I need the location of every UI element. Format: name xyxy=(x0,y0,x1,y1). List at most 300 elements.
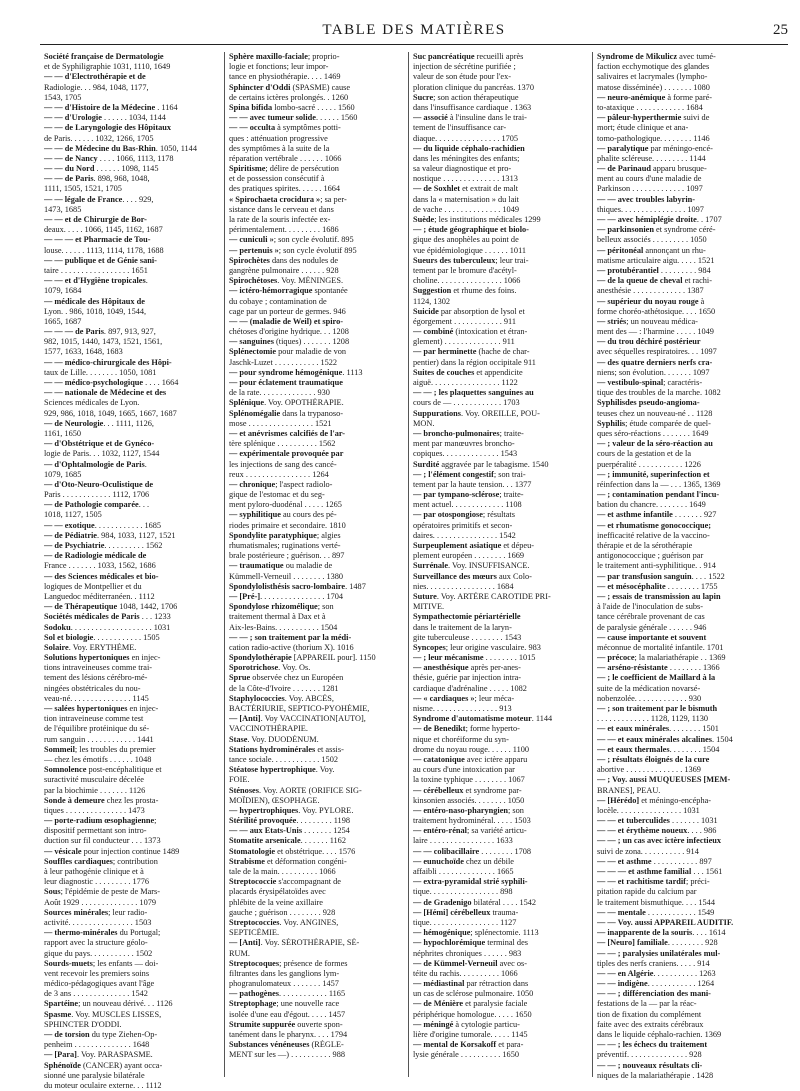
index-entry xyxy=(44,286,220,296)
entry-heading: Stomatologie xyxy=(229,846,276,856)
entry-heading: — — Voy. aussi APPAREIL AUDITIF. xyxy=(597,917,734,927)
entry-text: . . . . 1066, 1113, 1178 xyxy=(97,153,174,163)
index-entry xyxy=(413,449,589,459)
entry-text: inefficacité relative de la vaccino- xyxy=(597,530,710,540)
index-entry xyxy=(229,898,405,908)
entry-text: ; l'aspect radiolo- xyxy=(275,479,333,489)
entry-heading: Suggestion xyxy=(413,286,452,296)
entry-text: Jaschk-Luzet . . . . . . . . . . . 1522 xyxy=(229,357,338,367)
entry-text: lysie générale . . . . . . . . . . 1650 xyxy=(413,1050,519,1060)
index-entry xyxy=(44,826,220,836)
index-entry xyxy=(413,154,589,164)
index-entry xyxy=(44,735,220,745)
index-entry xyxy=(44,1050,220,1060)
entry-text: . . . . . . . . . . . . . . . . . . . . 1031 xyxy=(70,622,171,632)
index-entry xyxy=(597,174,773,184)
index-entry xyxy=(44,215,220,225)
index-entry xyxy=(44,979,220,989)
entry-heading: Strabisme xyxy=(229,856,265,866)
entry-text: locèle. . . . . . . . . . . . . . . . 1031 xyxy=(597,805,700,815)
entry-text: gique de l'estomac et du seg- xyxy=(229,490,325,500)
index-entry xyxy=(229,989,405,999)
entry-heading: — — ; nouveaux résultats cli- xyxy=(597,1060,703,1070)
index-entry xyxy=(597,246,773,256)
entry-heading: Stéatose hypertrophique xyxy=(229,765,316,775)
index-entry xyxy=(44,154,220,164)
index-entry xyxy=(413,419,589,429)
index-entry xyxy=(44,419,220,429)
index-entry xyxy=(229,449,405,459)
entry-text: des symptômes à la suite de la xyxy=(229,143,330,153)
entry-text: dans l'insuffisance cardiaque . 1363 xyxy=(413,102,532,112)
entry-text: ; étude comparée de quel- xyxy=(625,418,711,428)
index-entry xyxy=(413,500,589,510)
entry-text: de la rate. . . . . . . . . . . . . . 930 xyxy=(229,388,330,398)
entry-text: Kümmell-Verneuil . . . . . . . . 1380 xyxy=(229,571,344,581)
index-entry xyxy=(597,786,773,796)
entry-text: 1543, 1705 xyxy=(44,92,82,102)
entry-heading: — thermo-minérales xyxy=(44,928,118,938)
entry-heading: Syncopes xyxy=(413,642,446,652)
entry-text: sionné une paralysie bilatérale xyxy=(44,1070,145,1080)
entry-heading: — ; l'élément congestif xyxy=(413,469,494,479)
entry-text: suivi de xyxy=(681,113,710,123)
entry-text: à l'aide de l'inoculation de subs- xyxy=(597,602,703,612)
entry-text: . . . 1233 xyxy=(139,612,171,622)
entry-text: du Portugal; xyxy=(117,928,161,938)
entry-text: . Voy. OREILLE, POU- xyxy=(460,408,540,418)
index-entry xyxy=(44,398,220,408)
index-entry xyxy=(413,388,589,398)
index-entry xyxy=(229,1050,405,1060)
entry-heading: Substances vénéneuses xyxy=(229,1040,310,1050)
entry-heading: Sphénoïde xyxy=(44,1060,81,1070)
entry-heading: — — d'Electrothérapie et de xyxy=(44,72,146,82)
entry-text: ; un nouveau dérivé. . . 1126 xyxy=(78,999,173,1009)
entry-heading: — parkinsonien xyxy=(597,225,654,235)
entry-text: au cours des pé- xyxy=(280,510,337,520)
entry-heading: Spondylothérapie xyxy=(229,653,292,663)
entry-heading: — de Benedikt xyxy=(413,724,466,734)
index-entry xyxy=(44,134,220,144)
entry-text: . Voy. ABCÈS, xyxy=(284,693,334,703)
index-entry xyxy=(597,1030,773,1040)
index-entry xyxy=(413,541,589,551)
index-entry xyxy=(597,561,773,571)
entry-text: niques de la malariathérapie . 1428 xyxy=(597,1070,714,1080)
index-entry xyxy=(44,378,220,388)
entry-heading: Sténoses xyxy=(229,785,259,795)
index-entry xyxy=(44,52,220,62)
index-entry xyxy=(229,887,405,897)
entry-heading: — — et érythème noueux xyxy=(597,826,688,836)
index-entry xyxy=(229,470,405,480)
index-entry xyxy=(597,765,773,775)
entry-heading: — — avec troubles labyrin- xyxy=(597,194,696,204)
index-entry xyxy=(229,724,405,734)
index-entry xyxy=(597,327,773,337)
index-entry xyxy=(44,337,220,347)
index-entry xyxy=(413,847,589,857)
entry-heading: Solaire xyxy=(44,642,69,652)
entry-text: belleux associés . . . . . . . . . 1050 xyxy=(597,235,707,245)
index-entry xyxy=(413,898,589,908)
index-entry xyxy=(413,592,589,602)
index-entry xyxy=(229,847,405,857)
index-entry xyxy=(597,959,773,969)
entry-text: louse. . . . . . 1113, 1114, 1178, 1688 xyxy=(44,245,164,255)
entry-text: . . . 1111, 1126, xyxy=(103,418,154,428)
entry-heading: Sodoku xyxy=(44,622,71,632)
entry-text: à xyxy=(698,296,705,306)
entry-heading: Stérilité provoquée xyxy=(229,816,297,826)
index-entry xyxy=(44,765,220,775)
page-header xyxy=(40,22,788,46)
index-entry xyxy=(413,123,589,133)
entry-text: médico-pédagogiques avant l'âge xyxy=(44,979,155,989)
index-entry xyxy=(44,541,220,551)
entry-text: post-encéphalitique et xyxy=(86,765,162,775)
entry-text: pentier) dans la région occipitale 911 xyxy=(413,357,536,367)
entry-text: . . . . 1614 xyxy=(692,928,726,938)
entry-text: — chez les émotifs . . . . . . 1048 xyxy=(44,754,152,764)
index-entry xyxy=(413,276,589,286)
entry-heading: — — avec tumeur solide xyxy=(229,113,316,123)
index-entry xyxy=(413,307,589,317)
index-entry xyxy=(44,307,220,317)
entry-heading: Sprue xyxy=(229,673,251,683)
index-entry xyxy=(44,347,220,357)
entry-heading: — catatonique xyxy=(413,754,465,764)
index-entry xyxy=(597,52,773,62)
entry-text: lombo-sacré . . . . . 1560 xyxy=(272,102,355,112)
entry-heading: — — — et Pharmacie de Tou- xyxy=(44,235,151,245)
index-entry xyxy=(44,816,220,826)
index-entry xyxy=(597,388,773,398)
entry-heading: — ; contamination pendant l'incu- xyxy=(597,490,720,500)
entry-heading: Spiritisme xyxy=(229,164,266,174)
index-entry xyxy=(597,460,773,470)
entry-text: ; caractéris- xyxy=(663,378,703,387)
entry-text: et de possession consécutif à xyxy=(229,174,325,184)
index-entry xyxy=(413,816,589,826)
entry-heading: — par tympano-sclérose xyxy=(413,490,500,500)
entry-text: de 3 ans . . . . . . . . . . . . . . 1542 xyxy=(44,989,148,999)
entry-text: ; les institutions médicales 1299 xyxy=(434,215,541,224)
entry-text: ; son trai- xyxy=(493,469,526,479)
entry-text: tale de la main. . . . . . . . . . 1066 xyxy=(229,867,336,876)
entry-heading: — de la queue de cheval xyxy=(597,276,683,286)
entry-text: ; les enfants — doi- xyxy=(92,958,159,968)
entry-text: . Voy. Os. xyxy=(278,663,311,673)
index-entry xyxy=(229,1020,405,1030)
index-entry xyxy=(413,724,589,734)
index-entry xyxy=(44,684,220,694)
index-entry xyxy=(44,572,220,582)
entry-text: et méningo-encépha- xyxy=(639,795,712,805)
index-entry xyxy=(229,123,405,133)
index-entry xyxy=(44,1010,220,1020)
index-entry xyxy=(44,449,220,459)
entry-heading: Surpeuplement asiatique xyxy=(413,541,502,550)
index-entry xyxy=(44,989,220,999)
entry-text: . . . 1561 xyxy=(691,867,723,876)
index-entry xyxy=(413,1010,589,1020)
index-entry xyxy=(597,949,773,959)
entry-text: tement de l'insuffisance car- xyxy=(413,123,507,133)
index-entry xyxy=(597,877,773,887)
entry-text: faite avec des extraits cérébraux xyxy=(597,1019,704,1029)
index-entry xyxy=(229,765,405,775)
entry-text: apparu brusque- xyxy=(650,164,707,174)
index-entry xyxy=(229,877,405,887)
index-entry xyxy=(413,969,589,979)
index-entry xyxy=(229,317,405,327)
entry-text: France . . . . . . . 1033, 1562, 1686 xyxy=(44,561,156,571)
index-entry xyxy=(597,134,773,144)
entry-heading: — — aux Etats-Unis xyxy=(229,826,303,836)
index-entry xyxy=(597,847,773,857)
entry-text: pour injection continue 1489 xyxy=(81,846,180,856)
index-entry xyxy=(44,1040,220,1050)
index-entry xyxy=(597,409,773,419)
entry-text: ploration clinique du pancréas. 1370 xyxy=(413,82,534,92)
entry-heading: — — — et asthme familial xyxy=(597,867,692,876)
entry-text: en injec- xyxy=(129,653,161,663)
entry-text: ques séro-réactions . . . . . . . 1649 xyxy=(597,428,709,438)
index-entry xyxy=(597,83,773,93)
index-entry xyxy=(44,195,220,205)
index-entry xyxy=(413,602,589,612)
index-entry xyxy=(229,551,405,561)
index-entry xyxy=(44,623,220,633)
entry-heading: — et anévrismes calcifiés de l'ar- xyxy=(229,428,346,438)
index-entry xyxy=(597,368,773,378)
index-entry xyxy=(44,317,220,327)
entry-heading: — — ; un cas avec ictère infectieux xyxy=(597,836,722,846)
entry-text: to-ataxique . . . . . . . . . . . . 1684 xyxy=(597,102,703,112)
entry-text: thiques. . . . . . . . . . . . . . . . 1097 xyxy=(597,204,704,214)
entry-text: . 1050, 1144 xyxy=(155,143,197,153)
entry-heading: — de Psychiatrie xyxy=(44,541,105,550)
index-entry xyxy=(229,531,405,541)
index-entry xyxy=(229,673,405,683)
entry-text: 1124, 1302 xyxy=(413,296,451,306)
index-entry xyxy=(413,1020,589,1030)
entry-text: . . . . . . . 927 xyxy=(672,510,717,520)
entry-text: un cas de sclérose pulmonaire. 1050 xyxy=(413,989,534,999)
index-entry xyxy=(597,144,773,154)
entry-text: traitement hydrominéral. . . . . 1503 xyxy=(413,816,531,826)
index-entry xyxy=(597,347,773,357)
entry-text: avec séquelles respiratoires. . . 1097 xyxy=(597,347,717,357)
index-entry xyxy=(44,714,220,724)
entry-text: . . . . 1522 xyxy=(691,571,725,581)
index-entry xyxy=(229,429,405,439)
entry-heading: — ; Voy. aussi MUQUEUSES [MEM- xyxy=(597,775,731,785)
entry-text: ; proprio- xyxy=(307,52,340,61)
index-entry xyxy=(44,551,220,561)
entry-text: teuses chez un nouveau-né . . 1128 xyxy=(597,408,713,418)
entry-text: reux . . . . . . . . . . . . . . . . 1264 xyxy=(229,469,329,479)
entry-text: . 1164 xyxy=(155,102,178,112)
index-entry xyxy=(597,480,773,490)
index-entry xyxy=(229,959,405,969)
entry-heading: — méningé xyxy=(413,1019,454,1029)
entry-text: ; une nouvelle race xyxy=(276,999,340,1009)
index-entry xyxy=(413,786,589,796)
index-entry xyxy=(413,928,589,938)
entry-text: et assis- xyxy=(315,744,344,754)
index-entry xyxy=(229,113,405,123)
entry-text: à l'insuline dans le trai- xyxy=(447,113,527,123)
index-entry xyxy=(413,1050,589,1060)
entry-text: 1018, 1127, 1505 xyxy=(44,510,102,520)
entry-text: . . . . . . . 1254 xyxy=(302,826,350,836)
entry-heading: Société française de Dermatologie xyxy=(44,52,164,61)
entry-heading: — médiastinal xyxy=(413,979,465,989)
entry-text: aux Colo- xyxy=(496,571,532,581)
column-divider xyxy=(592,52,593,1077)
entry-text: . . . . . . . . . . . . 1264 xyxy=(647,979,715,989)
entry-heading: Syndrome d'automatisme moteur xyxy=(413,714,532,724)
entry-text: glement) . . . . . . . . . . . . . . 911 xyxy=(413,337,515,347)
entry-text: . . . . . . . . 1015 xyxy=(483,653,536,663)
index-entry xyxy=(597,908,773,918)
index-entry xyxy=(44,256,220,266)
index-entry xyxy=(229,286,405,296)
entry-text: et syndrome céré- xyxy=(653,225,716,235)
entry-text: préventif. . . . . . . . . . . . . . . 928 xyxy=(597,1050,702,1060)
index-entry xyxy=(597,938,773,948)
index-entry xyxy=(597,928,773,938)
entry-text: thérapie et de la sérothérapie xyxy=(597,541,693,550)
entry-heading: Syphilis xyxy=(597,418,626,428)
entry-text: . . . . . . . . . . . . 1505 xyxy=(93,632,160,642)
entry-heading: — du trou déchiré postérieur xyxy=(597,337,701,347)
entry-heading: Streptococcies xyxy=(229,917,280,927)
index-column-1 xyxy=(44,52,220,1091)
index-entry xyxy=(229,235,405,245)
index-entry xyxy=(597,836,773,846)
index-entry xyxy=(597,704,773,714)
entry-text: avec os- xyxy=(497,958,527,968)
entry-text: . Voy. AORTE (ORIFICE SIG- xyxy=(258,785,362,795)
entry-text: à leur pathogénie clinique et à xyxy=(44,867,144,876)
entry-heading: Staphylococcies xyxy=(229,693,285,703)
entry-text: au cours d'une intoxication par xyxy=(413,765,515,775)
entry-heading: — mental de Korsakoff xyxy=(413,1040,497,1050)
entry-text: tement par le bromure d'acétyl- xyxy=(413,265,517,275)
entry-heading: Suites de couches xyxy=(413,367,475,377)
entry-text: duction sur fil conducteur . . . 1373 xyxy=(44,836,161,846)
entry-heading: Strumite suppurée xyxy=(229,1019,296,1029)
entry-text: tique des troubles de la marche. 1082 xyxy=(597,388,721,398)
index-entry xyxy=(44,694,220,704)
index-entry xyxy=(229,938,405,948)
entry-heading: — hémogénique xyxy=(413,928,471,938)
entry-text: gique des anophèles au point de xyxy=(413,235,519,245)
entry-text: . Voy VACCINATION[AUTO], xyxy=(260,714,366,724)
entry-heading: Spondylite paratyphique xyxy=(229,530,317,540)
entry-text: gique du pays. . . . . . . . . . . 1502 xyxy=(44,948,153,958)
index-entry xyxy=(44,877,220,887)
entry-heading: — broncho-pulmonaires xyxy=(413,428,500,438)
entry-text: de certains ictères prolongés. . 1260 xyxy=(229,92,349,102)
index-entry xyxy=(413,1030,589,1040)
index-entry xyxy=(413,745,589,755)
entry-heading: — vestibulo-spinal xyxy=(597,378,664,387)
entry-heading: — eunuchoïde xyxy=(413,856,464,866)
entry-text: . 1113 xyxy=(342,367,363,377)
index-entry xyxy=(597,714,773,724)
index-entry xyxy=(44,663,220,673)
entry-text: de vache . . . . . . . . . . . . . . 1049 xyxy=(413,204,519,214)
index-entry xyxy=(229,52,405,62)
entry-heading: Spondylose rhizomélique xyxy=(229,602,318,612)
index-entry xyxy=(413,490,589,500)
entry-text: à cytologie particu- xyxy=(453,1019,520,1029)
entry-text: ; son xyxy=(508,805,524,815)
entry-heading: Sphincter d'Oddi xyxy=(229,82,291,92)
entry-heading: — — et eaux minérales alcalines xyxy=(597,734,712,744)
index-entry xyxy=(229,419,405,429)
index-entry xyxy=(44,949,220,959)
entry-heading: Stase xyxy=(229,734,248,744)
entry-heading: — — et de Chirurgie de Bor- xyxy=(44,215,147,224)
entry-text: ; son xyxy=(317,602,334,612)
index-entry xyxy=(413,256,589,266)
entry-heading: — — mentale xyxy=(597,907,646,917)
index-entry xyxy=(413,612,589,622)
entry-heading: Stations hydrominérales xyxy=(229,744,316,754)
index-entry xyxy=(413,918,589,928)
index-entry xyxy=(44,429,220,439)
entry-text: ; leur radio- xyxy=(108,907,148,917)
entry-text: ; traite- xyxy=(499,490,524,500)
index-entry xyxy=(597,113,773,123)
entry-text: . . . . . . . . . 984 xyxy=(658,265,711,275)
page-number: 25 xyxy=(773,22,788,38)
entry-text: choline. . . . . . . . . . . . . . . . 1066 xyxy=(413,276,521,286)
index-entry xyxy=(44,388,220,398)
index-entry xyxy=(229,83,405,93)
entry-text: penheim . . . . . . . . . . . . . . 1648 xyxy=(44,1040,150,1050)
entry-heading: Sonde à demeure xyxy=(44,795,105,805)
index-entry xyxy=(413,938,589,948)
entry-text: abortive . . . . . . . . . . . . . . 1369 xyxy=(597,765,701,775)
entry-heading: Sporotrichose xyxy=(229,663,279,673)
entry-text: . . . . . . . . . 1198 xyxy=(296,816,350,826)
entry-text: dans le traitement de la laryn- xyxy=(413,622,512,632)
index-entry xyxy=(44,470,220,480)
index-entry xyxy=(413,857,589,867)
index-entry xyxy=(597,592,773,602)
entry-text: le traitement anti-syphilitique. . 914 xyxy=(597,561,716,571)
index-entry xyxy=(229,918,405,928)
entry-text: tement des lésions cérébro-mé- xyxy=(44,673,148,683)
entry-text: valeur de son étude pour l'ex- xyxy=(413,72,512,82)
index-entry xyxy=(229,174,405,184)
index-entry xyxy=(597,184,773,194)
index-entry xyxy=(44,643,220,653)
entry-heading: — expérimentale provoquée par xyxy=(229,449,344,459)
index-entry xyxy=(44,755,220,765)
index-entry xyxy=(597,1010,773,1020)
entry-heading: — par otospongiose xyxy=(413,510,483,520)
entry-text: MENT sur les —) . . . . . . . . . . 988 xyxy=(229,1050,345,1060)
entry-heading: — de Parinaud xyxy=(597,164,651,174)
